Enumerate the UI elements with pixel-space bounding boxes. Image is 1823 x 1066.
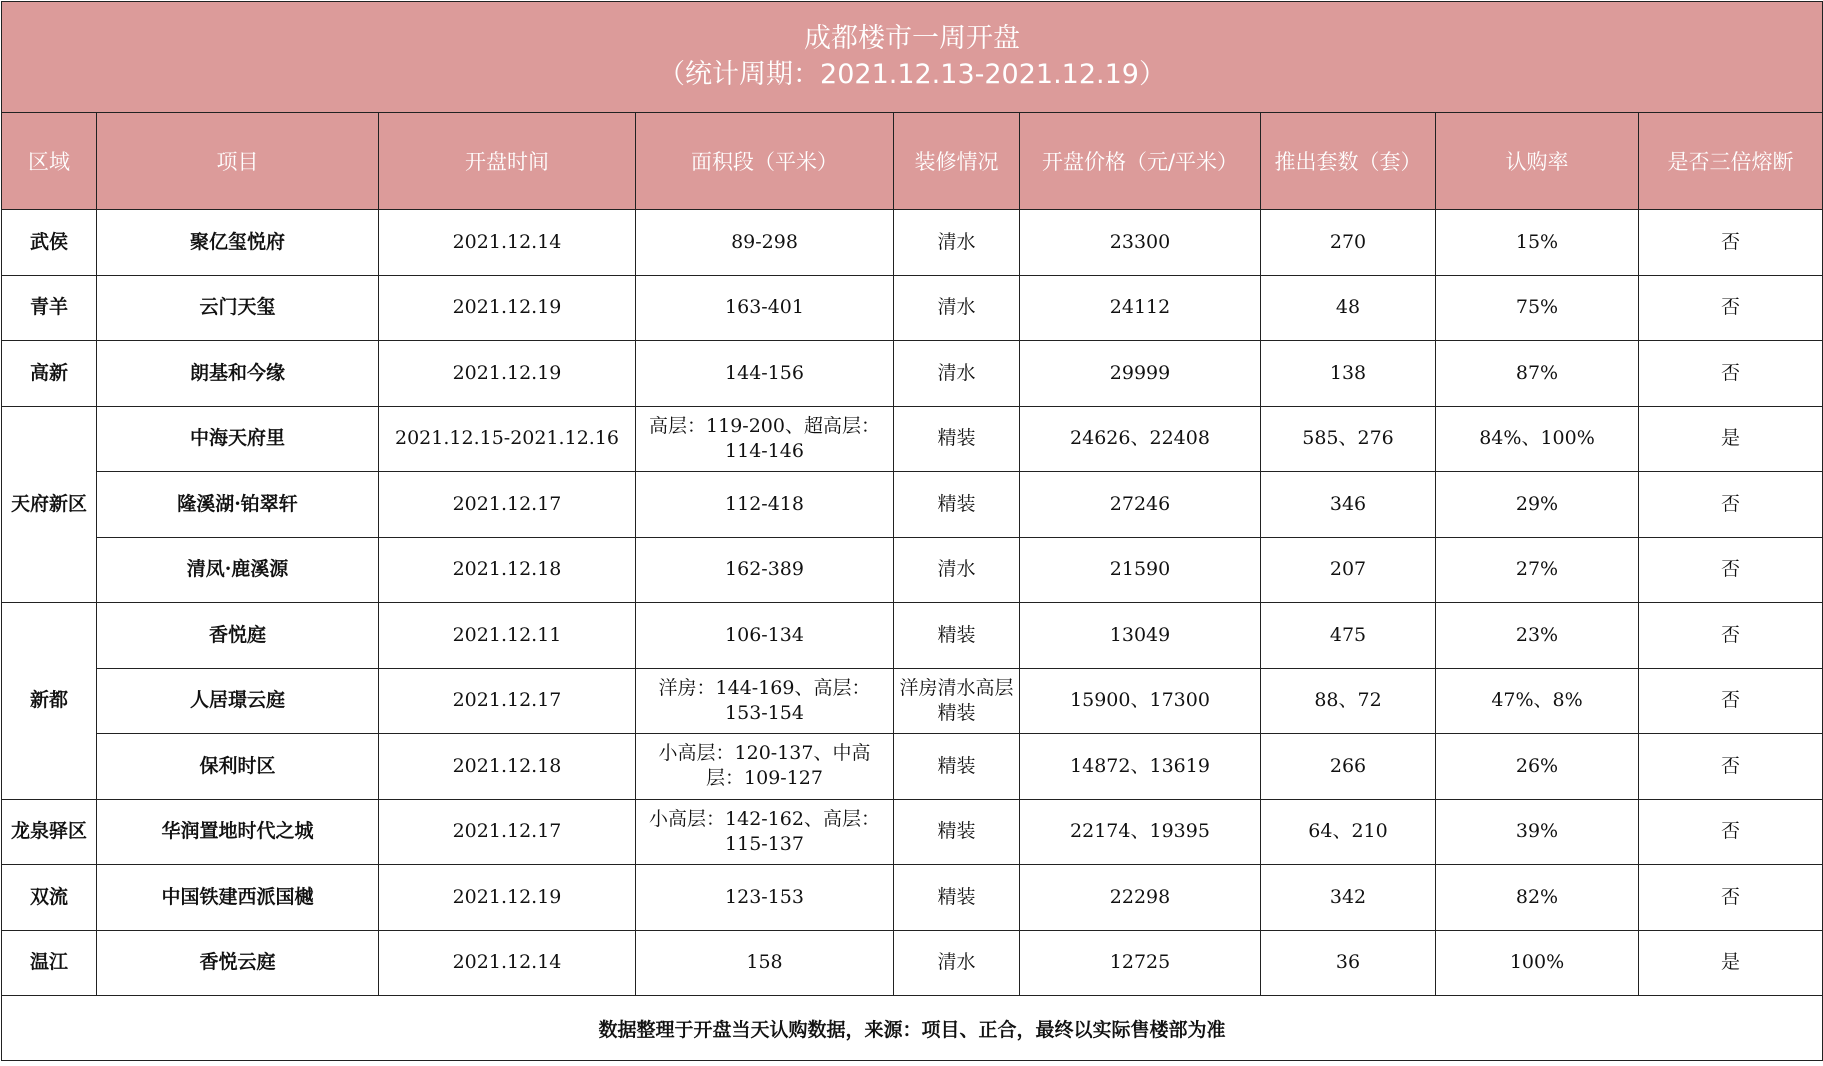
date-cell: 2021.12.15-2021.12.16 [379, 406, 636, 472]
rate-cell: 100% [1436, 930, 1639, 996]
region-cell: 新都 [2, 603, 97, 800]
table-title: 成都楼市一周开盘 [804, 23, 1020, 54]
price-cell: 22298 [1020, 865, 1261, 931]
project-cell: 保利时区 [97, 734, 379, 800]
project-cell: 聚亿玺悦府 [97, 210, 379, 276]
table-row [2, 472, 1823, 538]
date-cell: 2021.12.19 [379, 275, 636, 341]
rate-cell: 87% [1436, 341, 1639, 407]
table-row [2, 341, 1823, 407]
price-cell: 12725 [1020, 930, 1261, 996]
date-cell: 2021.12.17 [379, 799, 636, 865]
units-cell: 346 [1261, 472, 1436, 538]
project-cell: 清凤·鹿溪源 [97, 537, 379, 603]
fuse-cell: 否 [1639, 799, 1823, 865]
header-row [2, 113, 1823, 210]
units-cell: 207 [1261, 537, 1436, 603]
date-cell: 2021.12.11 [379, 603, 636, 669]
table-row [2, 603, 1823, 669]
decoration-cell: 洋房清水高层精装 [894, 668, 1020, 734]
decoration-cell: 精装 [894, 472, 1020, 538]
date-cell: 2021.12.17 [379, 472, 636, 538]
fuse-cell: 是 [1639, 930, 1823, 996]
rate-cell: 75% [1436, 275, 1639, 341]
table-row [2, 865, 1823, 931]
date-cell: 2021.12.14 [379, 930, 636, 996]
units-cell: 48 [1261, 275, 1436, 341]
area-cell: 106-134 [636, 603, 894, 669]
price-cell: 24626、22408 [1020, 406, 1261, 472]
decoration-cell: 精装 [894, 406, 1020, 472]
table-row [2, 799, 1823, 865]
date-cell: 2021.12.17 [379, 668, 636, 734]
units-cell: 88、72 [1261, 668, 1436, 734]
rate-cell: 29% [1436, 472, 1639, 538]
rate-cell: 82% [1436, 865, 1639, 931]
rate-cell: 26% [1436, 734, 1639, 800]
decoration-cell: 精装 [894, 603, 1020, 669]
date-cell: 2021.12.19 [379, 865, 636, 931]
decoration-cell: 清水 [894, 930, 1020, 996]
decoration-cell: 清水 [894, 275, 1020, 341]
decoration-cell: 精装 [894, 865, 1020, 931]
price-cell: 14872、13619 [1020, 734, 1261, 800]
project-cell: 朗基和今缘 [97, 341, 379, 407]
date-cell: 2021.12.18 [379, 734, 636, 800]
date-cell: 2021.12.14 [379, 210, 636, 276]
units-cell: 266 [1261, 734, 1436, 800]
decoration-cell: 精装 [894, 799, 1020, 865]
table-row [2, 930, 1823, 996]
price-cell: 27246 [1020, 472, 1261, 538]
rate-cell: 27% [1436, 537, 1639, 603]
table-row [2, 406, 1823, 472]
project-cell: 华润置地时代之城 [97, 799, 379, 865]
units-cell: 270 [1261, 210, 1436, 276]
table-row [2, 275, 1823, 341]
area-cell: 112-418 [636, 472, 894, 538]
header-subscription-rate: 认购率 [1436, 113, 1639, 210]
region-cell: 温江 [2, 930, 97, 996]
area-cell: 小高层：142-162、高层：115-137 [636, 799, 894, 865]
fuse-cell: 否 [1639, 275, 1823, 341]
price-cell: 29999 [1020, 341, 1261, 407]
area-cell: 163-401 [636, 275, 894, 341]
decoration-cell: 精装 [894, 734, 1020, 800]
area-cell: 洋房：144-169、高层：153-154 [636, 668, 894, 734]
rate-cell: 39% [1436, 799, 1639, 865]
area-cell: 小高层：120-137、中高层：109-127 [636, 734, 894, 800]
price-cell: 24112 [1020, 275, 1261, 341]
rate-cell: 84%、100% [1436, 406, 1639, 472]
project-cell: 中海天府里 [97, 406, 379, 472]
area-cell: 158 [636, 930, 894, 996]
rate-cell: 23% [1436, 603, 1639, 669]
project-cell: 香悦庭 [97, 603, 379, 669]
fuse-cell: 否 [1639, 668, 1823, 734]
table-subtitle: （统计周期：2021.12.13-2021.12.19） [658, 59, 1166, 90]
units-cell: 138 [1261, 341, 1436, 407]
region-cell: 武侯 [2, 210, 97, 276]
project-cell: 香悦云庭 [97, 930, 379, 996]
project-cell: 人居璟云庭 [97, 668, 379, 734]
fuse-cell: 否 [1639, 537, 1823, 603]
title-cell [2, 2, 1823, 113]
units-cell: 475 [1261, 603, 1436, 669]
region-cell: 青羊 [2, 275, 97, 341]
header-decoration: 装修情况 [894, 113, 1020, 210]
table-row [2, 734, 1823, 800]
fuse-cell: 否 [1639, 341, 1823, 407]
area-cell: 162-389 [636, 537, 894, 603]
region-cell: 高新 [2, 341, 97, 407]
price-cell: 23300 [1020, 210, 1261, 276]
decoration-cell: 清水 [894, 537, 1020, 603]
rate-cell: 15% [1436, 210, 1639, 276]
area-cell: 高层：119-200、超高层：114-146 [636, 406, 894, 472]
project-cell: 隆溪湖·铂翠轩 [97, 472, 379, 538]
table-row [2, 537, 1823, 603]
project-cell: 云门天玺 [97, 275, 379, 341]
table-row [2, 668, 1823, 734]
title-row [2, 2, 1823, 113]
table-row [2, 210, 1823, 276]
area-cell: 144-156 [636, 341, 894, 407]
source-note: 数据整理于开盘当天认购数据，来源：项目、正合，最终以实际售楼部为准 [2, 996, 1823, 1061]
region-cell: 双流 [2, 865, 97, 931]
fuse-cell: 是 [1639, 406, 1823, 472]
header-open-date: 开盘时间 [379, 113, 636, 210]
units-cell: 36 [1261, 930, 1436, 996]
price-cell: 13049 [1020, 603, 1261, 669]
units-cell: 64、210 [1261, 799, 1436, 865]
footer-row [2, 996, 1823, 1061]
decoration-cell: 清水 [894, 210, 1020, 276]
region-cell: 龙泉驿区 [2, 799, 97, 865]
units-cell: 342 [1261, 865, 1436, 931]
date-cell: 2021.12.19 [379, 341, 636, 407]
fuse-cell: 否 [1639, 603, 1823, 669]
fuse-cell: 否 [1639, 734, 1823, 800]
units-cell: 585、276 [1261, 406, 1436, 472]
fuse-cell: 否 [1639, 472, 1823, 538]
area-cell: 123-153 [636, 865, 894, 931]
project-cell: 中国铁建西派国樾 [97, 865, 379, 931]
header-units: 推出套数（套） [1261, 113, 1436, 210]
header-region: 区域 [2, 113, 97, 210]
fuse-cell: 否 [1639, 210, 1823, 276]
header-area-range: 面积段（平米） [636, 113, 894, 210]
header-price: 开盘价格（元/平米） [1020, 113, 1261, 210]
decoration-cell: 清水 [894, 341, 1020, 407]
area-cell: 89-298 [636, 210, 894, 276]
date-cell: 2021.12.18 [379, 537, 636, 603]
region-cell: 天府新区 [2, 406, 97, 603]
price-cell: 22174、19395 [1020, 799, 1261, 865]
price-cell: 21590 [1020, 537, 1261, 603]
header-triple-fuse: 是否三倍熔断 [1639, 113, 1823, 210]
price-cell: 15900、17300 [1020, 668, 1261, 734]
header-project: 项目 [97, 113, 379, 210]
opening-table [1, 1, 1823, 1061]
fuse-cell: 否 [1639, 865, 1823, 931]
rate-cell: 47%、8% [1436, 668, 1639, 734]
